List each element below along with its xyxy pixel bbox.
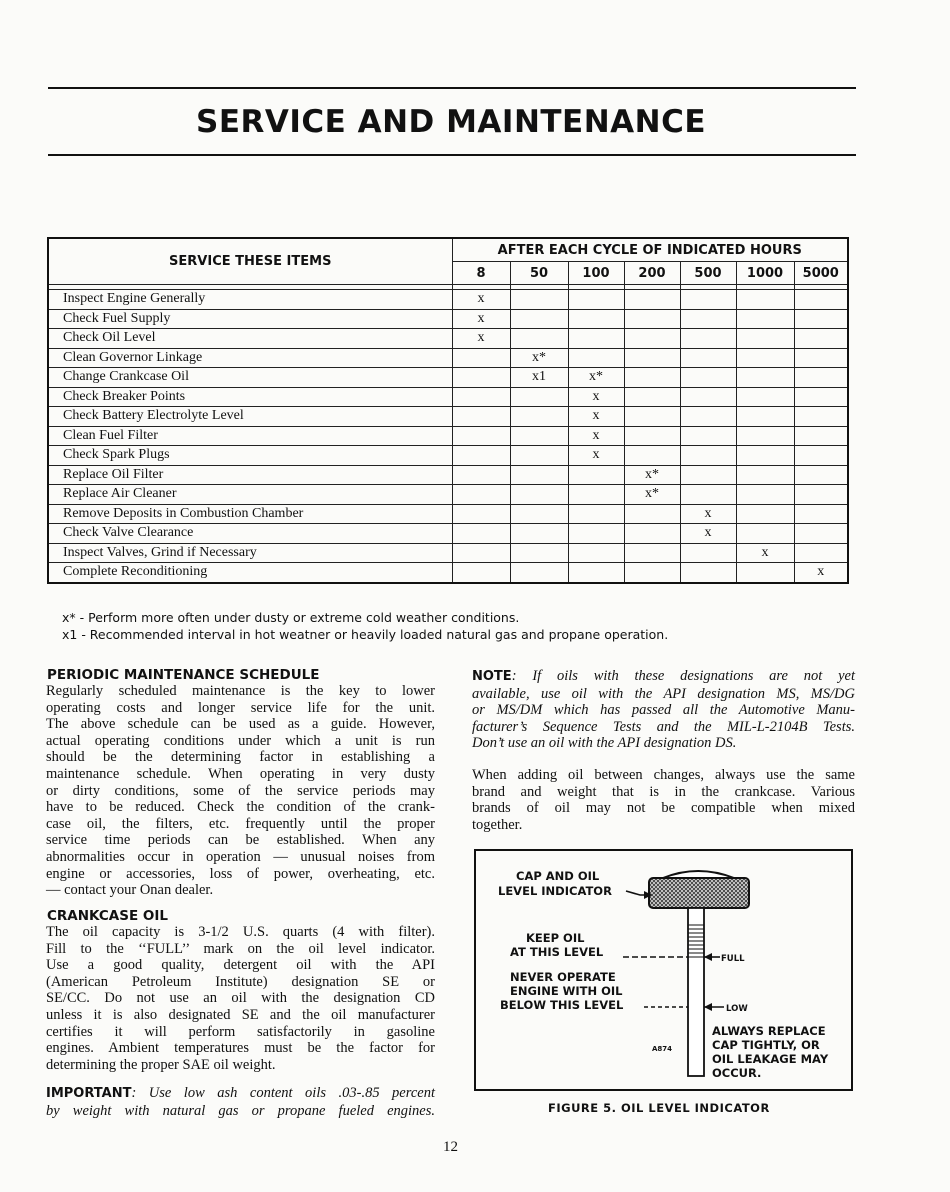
table-row: [48, 465, 848, 485]
interval-mark-cell: [568, 329, 624, 349]
interval-mark-cell: [680, 563, 736, 583]
interval-mark-cell: [794, 524, 848, 544]
interval-mark-cell: [568, 290, 624, 310]
important-text-2: by weight with natural gas or propane fueled engines.: [46, 1102, 435, 1119]
service-item-cell: Check Battery Electrolyte Level: [48, 407, 452, 427]
interval-mark-cell: [736, 309, 794, 329]
interval-mark-cell: [452, 348, 510, 368]
interval-mark-cell: x: [452, 290, 510, 310]
interval-mark-cell: [680, 387, 736, 407]
cap-dome: [663, 871, 734, 878]
title-underline-rule: [48, 154, 856, 156]
service-item-cell: Clean Fuel Filter: [48, 426, 452, 446]
interval-mark-cell: [794, 309, 848, 329]
interval-mark-cell: [510, 329, 568, 349]
interval-mark-cell: [452, 368, 510, 388]
interval-mark-cell: [680, 348, 736, 368]
interval-mark-cell: [794, 485, 848, 505]
interval-mark-cell: [794, 543, 848, 563]
interval-mark-cell: [568, 485, 624, 505]
interval-mark-cell: [452, 407, 510, 427]
service-item-cell: Remove Deposits in Combustion Chamber: [48, 504, 452, 524]
interval-mark-cell: [624, 368, 680, 388]
interval-mark-cell: x: [568, 407, 624, 427]
interval-mark-cell: [510, 387, 568, 407]
interval-mark-cell: [680, 485, 736, 505]
interval-mark-cell: [452, 504, 510, 524]
text-line: case oil, the filters, etc. frequently until the proper: [46, 815, 435, 832]
table-row: [48, 543, 848, 563]
text-line: SE/CC. Do not use an oil with the designation CD: [46, 990, 435, 1007]
text-line: The oil capacity is 3-1/2 U.S. quarts (4 with filter).: [46, 924, 435, 940]
crankcase-paragraph: [46, 924, 435, 1073]
footnote-dusty: x* - Perform more often under dusty or extreme cold weather conditions.: [62, 610, 520, 625]
text-line: Fill to the ‘‘FULL’’ mark on the oil level indicator.: [46, 940, 435, 957]
interval-mark-cell: [452, 387, 510, 407]
interval-mark-cell: x: [680, 504, 736, 524]
interval-mark-cell: [568, 524, 624, 544]
interval-mark-cell: [568, 348, 624, 368]
interval-mark-cell: [510, 426, 568, 446]
periodic-heading: PERIODIC MAINTENANCE SCHEDULE: [47, 667, 320, 683]
interval-mark-cell: [568, 465, 624, 485]
interval-mark-cell: [794, 504, 848, 524]
page-number: 12: [443, 1139, 458, 1155]
interval-mark-cell: [624, 543, 680, 563]
interval-mark-cell: [510, 485, 568, 505]
hours-header-cell: 1000: [736, 262, 794, 285]
text-line: engine or accessories, loss of power, overheating, etc.: [46, 865, 435, 882]
interval-mark-cell: [452, 563, 510, 583]
interval-mark-cell: x: [736, 543, 794, 563]
table-row: [48, 309, 848, 329]
interval-mark-cell: [510, 504, 568, 524]
service-items-header: SERVICE THESE ITEMS: [48, 238, 452, 285]
interval-mark-cell: [736, 465, 794, 485]
interval-mark-cell: [736, 407, 794, 427]
table-row: [48, 446, 848, 466]
interval-mark-cell: [736, 387, 794, 407]
figure-caption: FIGURE 5. OIL LEVEL INDICATOR: [548, 1101, 770, 1115]
interval-mark-cell: [794, 446, 848, 466]
text-line: operating costs and longer service life for the unit.: [46, 699, 435, 716]
indicator-label: LEVEL INDICATOR: [498, 884, 612, 898]
interval-mark-cell: x*: [624, 485, 680, 505]
note-label: NOTE: [472, 669, 512, 684]
table-row: [48, 485, 848, 505]
interval-mark-cell: [568, 309, 624, 329]
interval-mark-cell: [736, 290, 794, 310]
service-item-cell: Change Crankcase Oil: [48, 368, 452, 388]
interval-mark-cell: [736, 368, 794, 388]
table-row: [48, 290, 848, 310]
interval-mark-cell: [680, 426, 736, 446]
service-item-cell: Replace Oil Filter: [48, 465, 452, 485]
service-item-cell: Inspect Engine Generally: [48, 290, 452, 310]
service-item-cell: Check Spark Plugs: [48, 446, 452, 466]
hours-header-cell: 5000: [794, 262, 848, 285]
text-line: The above schedule can be used as a guide. However,: [46, 716, 435, 733]
interval-mark-cell: [624, 563, 680, 583]
interval-mark-cell: [736, 329, 794, 349]
interval-mark-cell: [452, 524, 510, 544]
interval-mark-cell: [680, 309, 736, 329]
interval-mark-cell: [568, 504, 624, 524]
interval-mark-cell: [452, 426, 510, 446]
low-mark-label: LOW: [726, 1004, 748, 1014]
hours-header-cell: 200: [624, 262, 680, 285]
text-line: service time periods can be established. When any: [46, 832, 435, 849]
always-label-4: OCCUR.: [712, 1066, 762, 1080]
always-label-3: OIL LEAKAGE MAY: [712, 1052, 829, 1066]
interval-mark-cell: x: [794, 563, 848, 583]
interval-mark-cell: [680, 543, 736, 563]
interval-mark-cell: [452, 543, 510, 563]
text-line: facturer’s Sequence Tests and the MIL-L-2104B Tests.: [472, 718, 855, 735]
interval-mark-cell: [680, 465, 736, 485]
text-line: certifies it will perform satisfactorily in gasoline: [46, 1023, 435, 1040]
always-label-2: CAP TIGHTLY, OR: [712, 1038, 820, 1052]
interval-mark-cell: x: [452, 309, 510, 329]
interval-mark-cell: x*: [510, 348, 568, 368]
interval-mark-cell: [794, 465, 848, 485]
interval-mark-cell: [624, 446, 680, 466]
text-line: engines. Ambient temperatures must be the factor for: [46, 1040, 435, 1057]
cap-knurled-body: [649, 878, 749, 908]
interval-mark-cell: [794, 426, 848, 446]
service-item-cell: Replace Air Cleaner: [48, 485, 452, 505]
interval-mark-cell: x*: [624, 465, 680, 485]
interval-mark-cell: [736, 485, 794, 505]
never-label-1: NEVER OPERATE: [510, 970, 616, 984]
low-arrow: [704, 1003, 712, 1011]
text-line: together.: [472, 816, 523, 833]
important-text-1: : Use low ash content oils .03-.85 percent: [131, 1085, 435, 1101]
top-rule: [48, 87, 856, 89]
note-paragraph: [472, 668, 855, 752]
keep-label: KEEP OIL: [526, 931, 585, 945]
table-row: [48, 329, 848, 349]
interval-mark-cell: [452, 485, 510, 505]
interval-mark-cell: [624, 348, 680, 368]
table-row: [48, 563, 848, 583]
interval-mark-cell: [736, 563, 794, 583]
hours-header-cell: 500: [680, 262, 736, 285]
text-line: Don’t use an oil with the API designation DS.: [472, 735, 737, 752]
interval-mark-cell: [736, 504, 794, 524]
interval-mark-cell: [736, 524, 794, 544]
page-title: SERVICE AND MAINTENANCE: [196, 104, 707, 140]
interval-mark-cell: x: [680, 524, 736, 544]
interval-mark-cell: [510, 563, 568, 583]
important-paragraph: [46, 1085, 435, 1119]
interval-mark-cell: x*: [568, 368, 624, 388]
keep-level-label: AT THIS LEVEL: [510, 945, 604, 959]
text-line: (American Petroleum Institute) designation SE or: [46, 973, 435, 990]
interval-mark-cell: [736, 348, 794, 368]
text-line: have to be reduced. Check the condition of the crank-: [46, 799, 435, 816]
table-row: [48, 348, 848, 368]
figure-code: A874: [652, 1045, 673, 1053]
table-row: [48, 407, 848, 427]
service-item-cell: Inspect Valves, Grind if Necessary: [48, 543, 452, 563]
interval-mark-cell: [680, 368, 736, 388]
interval-mark-cell: [680, 407, 736, 427]
interval-mark-cell: [624, 426, 680, 446]
schedule-body: [48, 285, 848, 583]
interval-mark-cell: [510, 465, 568, 485]
text-line: unless it is also designated SE and the oil manufacturer: [46, 1006, 435, 1023]
interval-mark-cell: [510, 524, 568, 544]
interval-mark-cell: x: [568, 446, 624, 466]
interval-mark-cell: [624, 504, 680, 524]
always-label-1: ALWAYS REPLACE: [712, 1024, 826, 1038]
interval-mark-cell: [452, 446, 510, 466]
dipstick-drawing: [476, 851, 851, 1089]
interval-mark-cell: [510, 543, 568, 563]
full-arrow: [704, 953, 712, 961]
interval-mark-cell: [452, 465, 510, 485]
table-row: [48, 368, 848, 388]
interval-mark-cell: [794, 348, 848, 368]
hours-header-cell: 50: [510, 262, 568, 285]
text-line: maintenance schedule. When operating in very dusty: [46, 765, 435, 782]
text-line: or dirty conditions, some of the service periods may: [46, 782, 435, 799]
text-line: brands of oil may not be compatible when mixed: [472, 800, 855, 817]
oil-level-figure: [474, 849, 853, 1091]
interval-mark-cell: [568, 543, 624, 563]
interval-header: AFTER EACH CYCLE OF INDICATED HOURS: [452, 238, 848, 262]
interval-mark-cell: [736, 426, 794, 446]
interval-mark-cell: [736, 446, 794, 466]
never-label-2: ENGINE WITH OIL: [510, 984, 623, 998]
interval-mark-cell: [794, 407, 848, 427]
important-label: IMPORTANT: [46, 1086, 132, 1101]
interval-mark-cell: [510, 407, 568, 427]
periodic-paragraph: [46, 683, 435, 899]
footnote-hot-weather: x1 - Recommended interval in hot weatner or heavily loaded natural gas and propane operation.: [62, 627, 669, 642]
interval-mark-cell: x1: [510, 368, 568, 388]
crankcase-heading: CRANKCASE OIL: [47, 908, 169, 924]
text-line: or MS/DM which has passed all the Automotive Manu-: [472, 702, 855, 719]
adding-oil-paragraph: [472, 767, 855, 833]
hours-header-cell: 8: [452, 262, 510, 285]
interval-mark-cell: [568, 563, 624, 583]
table-row: [48, 387, 848, 407]
text-line: actual operating conditions under which a unit is run: [46, 732, 435, 749]
cap-label: CAP AND OIL: [516, 869, 600, 883]
text-line: abnormalities occur in operation — unusual noises from: [46, 848, 435, 865]
never-label-3: BELOW THIS LEVEL: [500, 998, 624, 1012]
text-line: — contact your Onan dealer.: [46, 882, 214, 899]
note-text-1: : If oils with these designations are not yet: [511, 668, 855, 684]
table-row: [48, 524, 848, 544]
interval-mark-cell: [510, 309, 568, 329]
full-mark-label: FULL: [721, 954, 745, 964]
table-row: [48, 426, 848, 446]
interval-mark-cell: [624, 309, 680, 329]
text-line: Use a good quality, detergent oil with the API: [46, 957, 435, 974]
service-item-cell: Clean Governor Linkage: [48, 348, 452, 368]
interval-mark-cell: [624, 290, 680, 310]
text-line: determining the proper SAE oil weight.: [46, 1056, 276, 1073]
interval-mark-cell: [794, 329, 848, 349]
service-item-cell: Check Fuel Supply: [48, 309, 452, 329]
text-line: When adding oil between changes, always use the same: [472, 767, 855, 783]
hours-header-cell: 100: [568, 262, 624, 285]
interval-mark-cell: [624, 329, 680, 349]
maintenance-schedule-table: [47, 237, 849, 584]
interval-mark-cell: [624, 387, 680, 407]
interval-mark-cell: [510, 446, 568, 466]
interval-mark-cell: [794, 387, 848, 407]
interval-mark-cell: x: [568, 426, 624, 446]
interval-mark-cell: [794, 290, 848, 310]
text-line: brand and weight that is in the crankcase. Various: [472, 783, 855, 800]
interval-mark-cell: [680, 446, 736, 466]
service-item-cell: Check Oil Level: [48, 329, 452, 349]
service-item-cell: Complete Reconditioning: [48, 563, 452, 583]
interval-mark-cell: [680, 290, 736, 310]
interval-mark-cell: [680, 329, 736, 349]
interval-mark-cell: [794, 368, 848, 388]
service-item-cell: Check Valve Clearance: [48, 524, 452, 544]
interval-mark-cell: [624, 524, 680, 544]
service-item-cell: Check Breaker Points: [48, 387, 452, 407]
table-row: [48, 504, 848, 524]
interval-mark-cell: [510, 290, 568, 310]
text-line: Regularly scheduled maintenance is the key to lower: [46, 683, 435, 699]
interval-mark-cell: [624, 407, 680, 427]
interval-mark-cell: x: [452, 329, 510, 349]
text-line: available, use oil with the API designation MS, MS/DG: [472, 685, 855, 702]
text-line: should be the determining factor in establishing a: [46, 749, 435, 766]
interval-mark-cell: x: [568, 387, 624, 407]
